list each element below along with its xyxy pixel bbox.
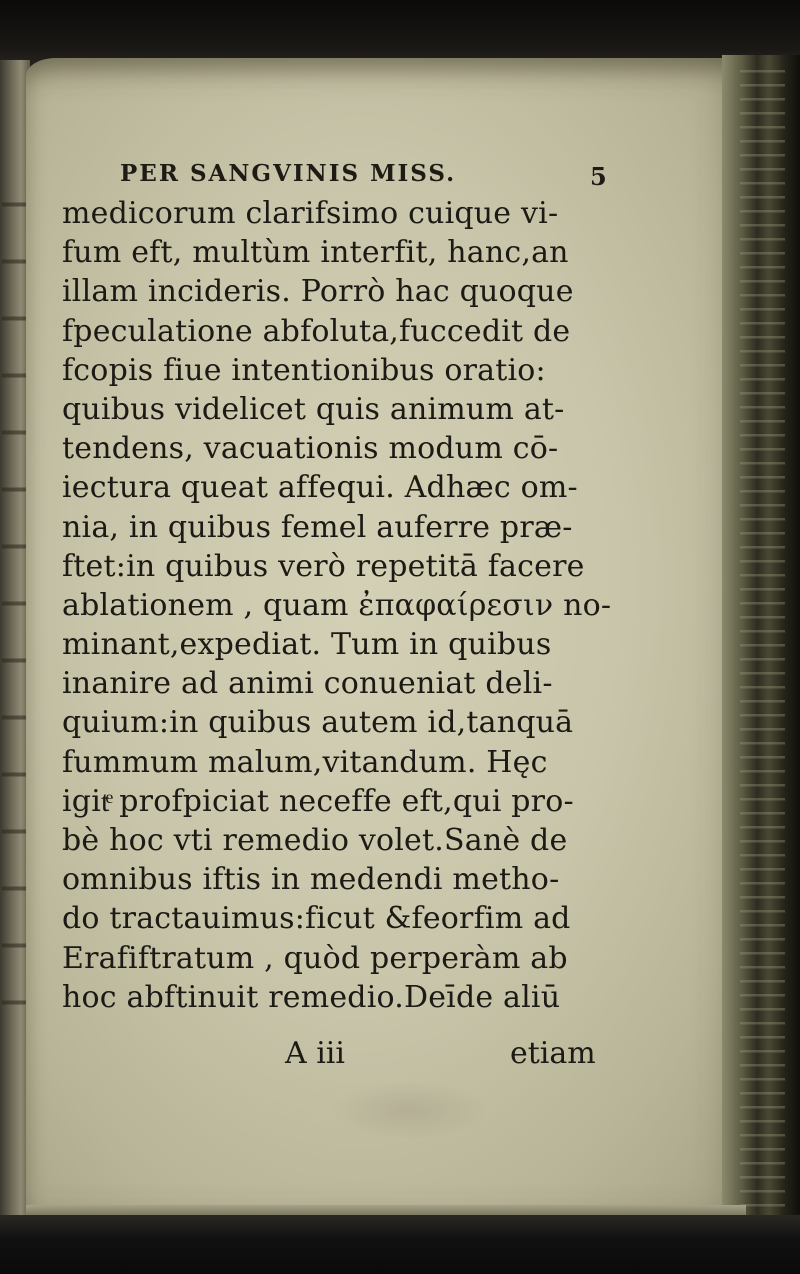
text-line: minant,expediat. Tum in quibus bbox=[62, 627, 552, 663]
text-line: nia, in quibus femel auferre præ- bbox=[62, 509, 573, 545]
show-through-stain bbox=[330, 1080, 490, 1140]
page-header bbox=[120, 160, 610, 196]
text-line: Erafiftratum , quòd perperàm ab bbox=[62, 940, 568, 976]
body-text bbox=[62, 194, 702, 1017]
page-number: 5 bbox=[590, 162, 609, 191]
text-line: fummum malum,vitandum. Hęc bbox=[62, 744, 548, 780]
text-line: fcopis fiue intentionibus oratio: bbox=[62, 352, 546, 388]
signature-mark: A iii bbox=[285, 1036, 345, 1071]
text-line: omnibus iftis in medendi metho- bbox=[62, 862, 560, 898]
catchword: etiam bbox=[510, 1036, 596, 1071]
text-line: tendens, vacuationis modum cō- bbox=[62, 431, 559, 467]
bottom-shadow bbox=[0, 1215, 800, 1274]
text-line: illam incideris. Porrò hac quoque bbox=[62, 274, 574, 310]
text-line: hoc abftinuit remedio.Deīde aliū bbox=[62, 979, 561, 1015]
text-line: do tractauimus:ficut &feorfim ad bbox=[62, 901, 571, 937]
running-head: PER SANGVINIS MISS. bbox=[120, 160, 457, 187]
text-line: iectura queat affequi. Adhæc om- bbox=[62, 470, 578, 506]
text-line: inanire ad animi conueniat deli- bbox=[62, 666, 553, 702]
page-edges bbox=[740, 70, 785, 1220]
text-line: ablationem , quam ἐπαφαίρεσιν no- bbox=[62, 587, 612, 623]
text-line: ftet:in quibus verò repetitā facere bbox=[62, 548, 585, 584]
facing-page-marks bbox=[2, 150, 28, 1050]
text-line: bè hoc vti remedio volet.Sanè de bbox=[62, 823, 568, 858]
text-line: quibus videlicet quis animum at- bbox=[62, 391, 565, 427]
text-line: medicorum clarifsimo cuique vi- bbox=[62, 196, 559, 231]
text-line: fum eft, multùm interfit, hanc,an bbox=[62, 235, 569, 271]
text-line: igitͤ profpiciat neceffe eft,qui pro- bbox=[62, 783, 574, 819]
text-line: fpeculatione abfoluta,fuccedit de bbox=[62, 313, 571, 349]
text-line: quium:in quibus autem id,tanquā bbox=[62, 705, 574, 741]
